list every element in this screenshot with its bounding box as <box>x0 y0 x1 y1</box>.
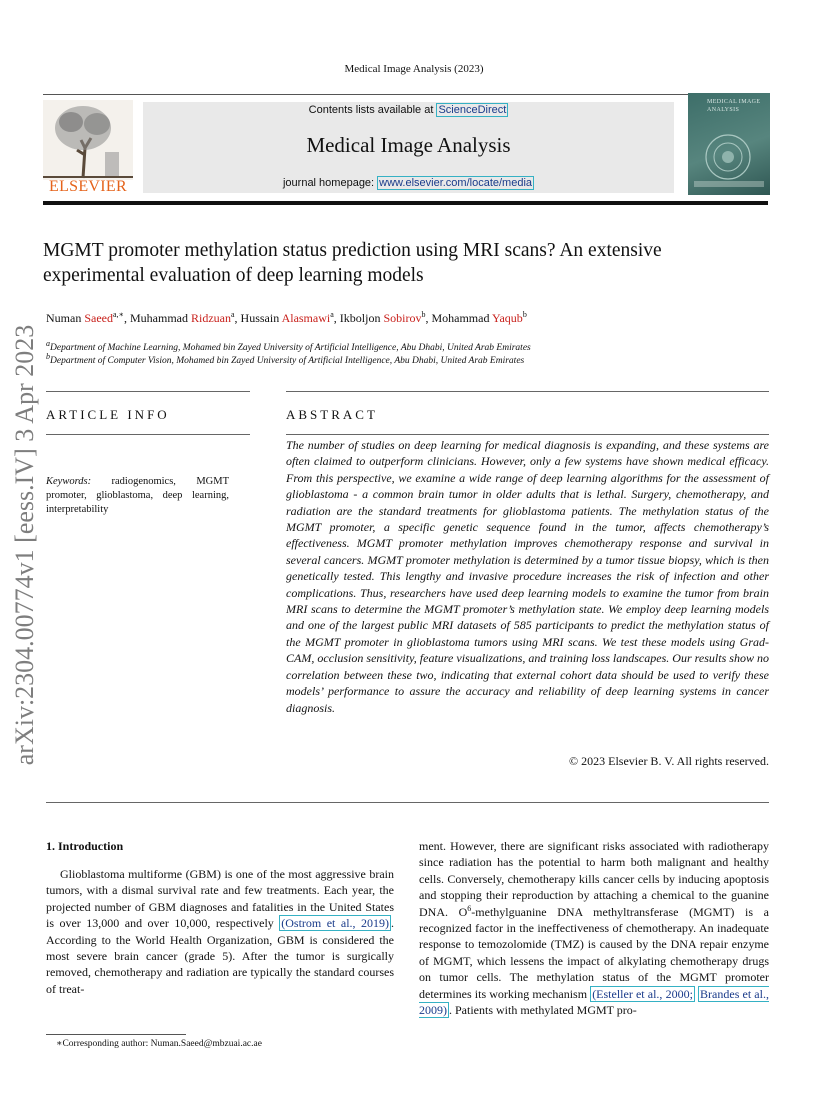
elsevier-wordmark: ELSEVIER <box>49 178 127 195</box>
paper-title-line-1: MGMT promoter methylation status prediction using MRI scans? An extensive <box>43 240 662 261</box>
abstract-bottom-rule <box>46 802 769 803</box>
header-rule <box>43 94 768 95</box>
abstract-rule <box>286 434 769 435</box>
author-link[interactable]: Ridzuan <box>190 311 231 325</box>
contents-line <box>143 104 674 116</box>
author-link[interactable]: Yaqub <box>492 311 523 325</box>
article-info-rule <box>46 434 250 435</box>
copyright: © 2023 Elsevier B. V. All rights reserved. <box>569 754 769 768</box>
abstract-heading: ABSTRACT <box>286 407 378 422</box>
keywords <box>46 475 229 517</box>
footnote-rule <box>46 1034 186 1035</box>
homepage-line <box>143 177 674 189</box>
author-link[interactable]: Sobirov <box>383 311 422 325</box>
author: Mohammad Yaqub$^b$ <box>431 310 527 325</box>
author-link[interactable]: Saeed <box>84 311 113 325</box>
article-info-top-rule <box>46 391 250 392</box>
cover-title: MEDICAL IMAGE ANALYSIS <box>707 99 761 113</box>
homepage-prefix: journal homepage: <box>282 177 378 189</box>
journal-title: Medical Image Analysis <box>306 133 511 157</box>
corresponding-author-footnote: ∗Corresponding author: Numan.Saeed@mbzuai.ac.ae <box>56 1039 262 1049</box>
citation-link[interactable]: (Ostrom et al., 2019) <box>281 916 389 931</box>
citation-link[interactable]: Brandes et al., 2009) <box>419 986 769 1018</box>
arxiv-stamp: arXiv:2304.00774v1 [eess.IV] 3 Apr 2023 <box>10 324 39 766</box>
affiliation-a: $^a$Department of Machine Learning, Mohamed bin Zayed University of Artificial Intelligence, Abu Dhabi, United Arab Emirates <box>46 338 531 353</box>
article-info-heading: ARTICLE INFO <box>46 407 170 422</box>
contents-prefix: Contents lists available at <box>308 104 437 116</box>
running-head: Medical Image Analysis (2023) <box>344 63 484 75</box>
keywords-label: Keywords: <box>46 476 92 487</box>
header-thick-rule <box>43 201 768 205</box>
author: Ikboljon Sobirov$^b$, <box>339 310 432 325</box>
keywords-text: radiogenomics, MGMT promoter, glioblastoma, deep learning, interpretability <box>46 476 229 515</box>
abstract-text: The number of studies on deep learning for medical diagnosis is expanding, and these systems are often claimed to outperform clinicians. However, only a few systems have shown medical efficacy. From this perspective, we examine a wide range of deep learning algorithms for the assessment of glioblastoma - a common brain tumor in older adults that is lethal. Surgery, chemotherapy, and radiation are the standard treatments for glioblastoma patients. The methylation status of the MGMT promoter, a specific genetic sequence found in the tumor, affects chemotherapy’s effectiveness. MGMT promoter methylation improves chemotherapy response and survival in several cancers. MGMT promoter methylation is determined by a tumor tissue biopsy, which is then genetically tested. This lengthy and invasive procedure increases the risk of infection and other complications. Thus, researchers have used deep learning models to examine the tumor from brain MRI scans to determine the MGMT promoter’s methylation state. We employ deep learning models and one of the largest public MRI datasets of 585 participants to predict the methylation status of the MGMT promoter in glioblastoma tumors using MRI scans. We test these models using Grad-CAM, occlusion sensitivity, feature visualizations, and training loss landscapes. Our results show no correlation between these two, indicating that external cohort data should be used to verify these models’ performance to assure the accuracy and reliability of deep learning systems in cancer diagnosis. <box>286 438 769 715</box>
author: Muhammad Ridzuan$^a$, <box>129 310 241 325</box>
abstract-top-rule <box>286 391 769 392</box>
author-link[interactable]: Alasmawi <box>281 311 331 325</box>
affiliation-b: $^b$Department of Computer Vision, Mohamed bin Zayed University of Artificial Intelligence, Abu Dhabi, United Arab Emirates <box>46 351 525 366</box>
homepage-link[interactable]: www.elsevier.com/locate/media <box>379 177 533 189</box>
author-list <box>46 311 771 326</box>
citation-link[interactable]: (Esteller et al., 2000; <box>592 986 693 1001</box>
introduction-heading: 1. Introduction <box>46 839 124 853</box>
intro-right-column: ment. However, there are significant risks associated with radiotherapy since radiation has the potential to harm both malignant and healthy cells. Conversely, chemotherapy kills cancer cells by inducing apoptosis and stopping their reproduction by attaching a chemical to the guanine DNA. $O^6$-methylguanine DNA methyltransferase (MGMT) is a recognized factor in the ineffectiveness of chemotherapy. An inadequate response to temozolomide (TMZ) is caused by the DNA repair enzyme of MGMT, which lessens the impact of alkylating chemotherapy drugs on tumor cells. The methylation status of the MGMT promoter determines its working mechanism (Esteller et al., 2000; Brandes et al., 2009) . Patients with methylated MGMT pro- <box>419 839 769 1018</box>
paper-title-line-2: experimental evaluation of deep learning models <box>43 265 424 286</box>
author: Numan Saeed$^{a,∗}$, <box>46 310 130 325</box>
intro-left-column: Glioblastoma multiforme (GBM) is one of the most aggressive brain tumors, with a dismal survival rate and few treatments. Each year, the projected number of GBM diagnoses and fatalities in the United States is over 13,000 and over 10,000, respectively (Ostrom et al., 2019) . According to the World Health Organization, GBM is considered the most severe brain cancer (grade 5). After the tumor is surgically removed, chemotherapy and radiation are typically the standard courses of treat- <box>46 867 394 996</box>
sciencedirect-link[interactable]: ScienceDirect <box>438 104 507 116</box>
paper-title <box>43 238 768 288</box>
author: Hussain Alasmawi$^a$, <box>240 310 340 325</box>
